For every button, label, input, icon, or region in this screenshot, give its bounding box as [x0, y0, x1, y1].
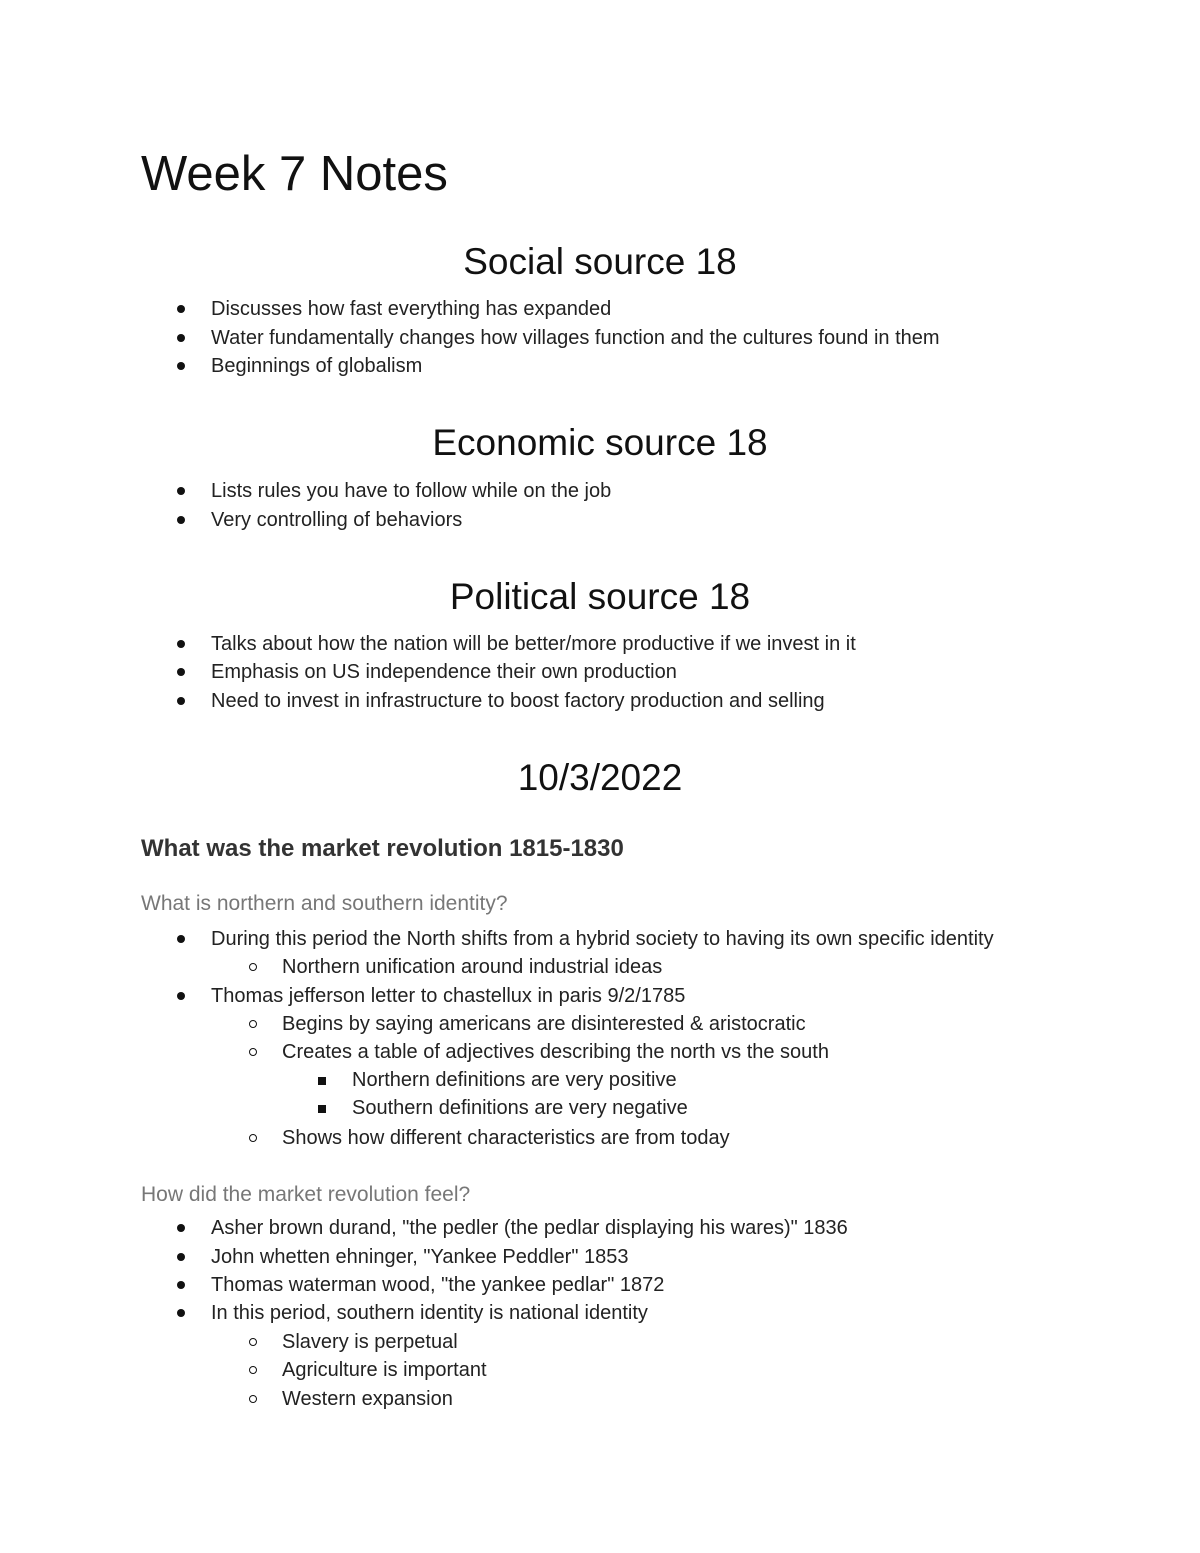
list-item: Shows how different characteristics are from today	[282, 1127, 730, 1149]
bullet-circle-icon	[249, 1338, 257, 1346]
bullet-dot-icon	[177, 362, 185, 370]
bullet-dot-icon	[177, 668, 185, 676]
bullet-square-icon	[318, 1077, 326, 1085]
bullet-dot-icon	[177, 305, 185, 313]
bullet-dot-icon	[177, 1253, 185, 1261]
bullet-dot-icon	[177, 516, 185, 524]
bullet-dot-icon	[177, 697, 185, 705]
list-item: Discusses how fast everything has expanded	[211, 298, 612, 320]
bullet-circle-icon	[249, 963, 257, 971]
list-item: Slavery is perpetual	[282, 1331, 458, 1353]
bullet-circle-icon	[249, 1048, 257, 1056]
list-item: Creates a table of adjectives describing the north vs the south	[282, 1041, 829, 1063]
list-item: Asher brown durand, "the pedler (the pedlar displaying his wares)" 1836	[211, 1217, 848, 1239]
list-item: Lists rules you have to follow while on the job	[211, 480, 612, 502]
bullet-square-icon	[318, 1105, 326, 1113]
bullet-dot-icon	[177, 334, 185, 342]
bullet-dot-icon	[177, 640, 185, 648]
list-item: John whetten ehninger, "Yankee Peddler" 1853	[211, 1246, 629, 1268]
bullet-circle-icon	[249, 1020, 257, 1028]
list-item: Northern definitions are very positive	[352, 1069, 677, 1091]
list-item: Very controlling of behaviors	[211, 509, 463, 531]
list-item: Talks about how the nation will be better/more productive if we invest in it	[211, 633, 856, 655]
list-item: Need to invest in infrastructure to boost factory production and selling	[211, 690, 825, 712]
bullet-circle-icon	[249, 1395, 257, 1403]
date-heading: 10/3/2022	[517, 757, 683, 798]
list-item: Western expansion	[282, 1388, 453, 1410]
section-heading-political: Political source 18	[449, 576, 751, 617]
bullet-dot-icon	[177, 935, 185, 943]
list-item: Begins by saying americans are disinterested & aristocratic	[282, 1013, 806, 1035]
list-item: During this period the North shifts from a hybrid society to having its own specific identity	[211, 928, 994, 950]
bullet-circle-icon	[249, 1366, 257, 1374]
list-item: Agriculture is important	[282, 1359, 487, 1381]
list-item: Water fundamentally changes how villages function and the cultures found in them	[211, 327, 940, 349]
document-title: Week 7 Notes	[141, 147, 448, 201]
list-item: In this period, southern identity is national identity	[211, 1302, 648, 1324]
section-heading-economic: Economic source 18	[432, 422, 768, 463]
section-heading-social: Social source 18	[463, 241, 737, 282]
list-item: Thomas jefferson letter to chastellux in paris 9/2/1785	[211, 985, 686, 1007]
bullet-dot-icon	[177, 487, 185, 495]
list-item: Thomas waterman wood, "the yankee pedlar" 1872	[211, 1274, 665, 1296]
list-item: Emphasis on US independence their own production	[211, 661, 677, 683]
bullet-dot-icon	[177, 1309, 185, 1317]
bullet-circle-icon	[249, 1134, 257, 1142]
list-item: Northern unification around industrial ideas	[282, 956, 663, 978]
bullet-dot-icon	[177, 992, 185, 1000]
question-heading: How did the market revolution feel?	[141, 1183, 471, 1206]
bullet-dot-icon	[177, 1281, 185, 1289]
subheading: What was the market revolution 1815-1830	[141, 835, 624, 862]
bullet-dot-icon	[177, 1224, 185, 1232]
list-item: Beginnings of globalism	[211, 355, 423, 377]
list-item: Southern definitions are very negative	[352, 1097, 688, 1119]
question-heading: What is northern and southern identity?	[141, 892, 508, 915]
